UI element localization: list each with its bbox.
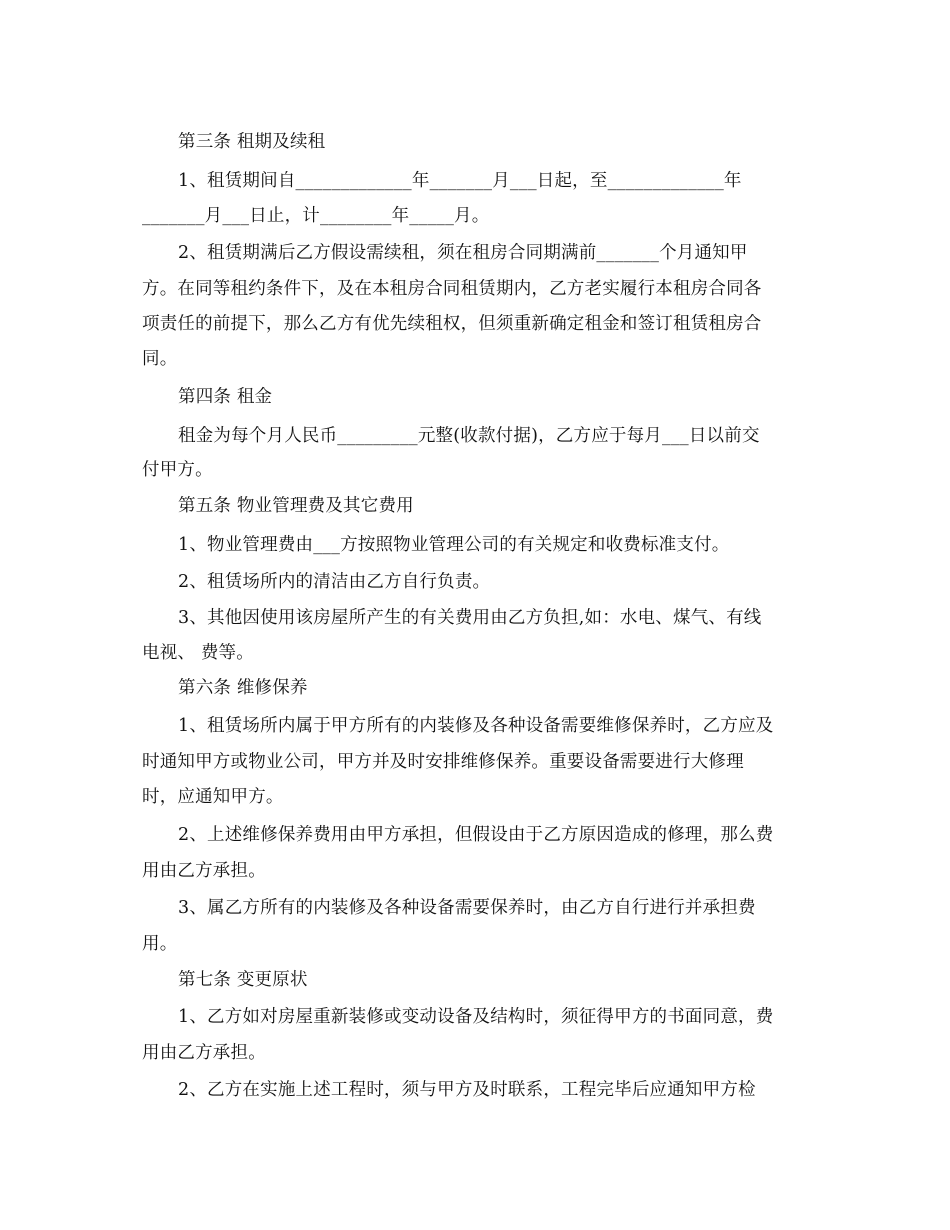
paragraph-line: 电视、 费等。 bbox=[142, 643, 254, 663]
paragraph-line: 付甲方。 bbox=[142, 460, 213, 480]
paragraph-line: 2、租赁场所内的清洁由乙方自行负责。 bbox=[178, 572, 491, 592]
article-5-heading: 第五条 物业管理费及其它费用 bbox=[178, 496, 414, 516]
paragraph-line: 用。 bbox=[142, 934, 178, 954]
paragraph-line: 1、租赁期间自_____________年_______月___日起，至_____________年 bbox=[178, 171, 742, 191]
paragraph-line: 同。 bbox=[142, 349, 178, 369]
paragraph-line: _______月___日止，计________年_____月。 bbox=[142, 206, 490, 226]
article-7-heading: 第七条 变更原状 bbox=[178, 970, 308, 990]
paragraph-line: 2、上述维修保养费用由甲方承担，但假设由于乙方原因造成的修理，那么费 bbox=[178, 825, 774, 845]
paragraph-line: 时，应通知甲方。 bbox=[142, 787, 284, 807]
paragraph-line: 1、租赁场所内属于甲方所有的内装修及各种设备需要维修保养时，乙方应及 bbox=[178, 716, 774, 736]
paragraph-line: 方。在同等租约条件下，及在本租房合同租赁期内，乙方老实履行本租房合同各 bbox=[142, 279, 762, 299]
paragraph-line: 3、其他因使用该房屋所产生的有关费用由乙方负担,如：水电、煤气、有线 bbox=[178, 608, 762, 628]
paragraph-line: 2、乙方在实施上述工程时，须与甲方及时联系，工程完毕后应通知甲方检 bbox=[178, 1080, 756, 1100]
paragraph-line: 2、租赁期满后乙方假设需续租，须在租房合同期满前_______个月通知甲 bbox=[178, 243, 748, 263]
paragraph-line: 租金为每个月人民币_________元整(收款付据)，乙方应于每月___日以前交 bbox=[178, 426, 760, 446]
paragraph-line: 1、物业管理费由___方按照物业管理公司的有关规定和收费标准支付。 bbox=[178, 535, 730, 555]
paragraph-line: 用由乙方承担。 bbox=[142, 1043, 266, 1063]
article-6-heading: 第六条 维修保养 bbox=[178, 678, 308, 698]
paragraph-line: 3、属乙方所有的内装修及各种设备需要保养时，由乙方自行进行并承担费 bbox=[178, 898, 756, 918]
paragraph-line: 项责任的前提下，那么乙方有优先续租权，但须重新确定租金和签订租赁租房合 bbox=[142, 314, 762, 334]
article-3-heading: 第三条 租期及续租 bbox=[178, 132, 326, 152]
article-4-heading: 第四条 租金 bbox=[178, 387, 273, 407]
paragraph-line: 用由乙方承担。 bbox=[142, 861, 266, 881]
paragraph-line: 时通知甲方或物业公司，甲方并及时安排维修保养。重要设备需要进行大修理 bbox=[142, 752, 744, 772]
paragraph-line: 1、乙方如对房屋重新装修或变动设备及结构时，须征得甲方的书面同意，费 bbox=[178, 1007, 774, 1027]
